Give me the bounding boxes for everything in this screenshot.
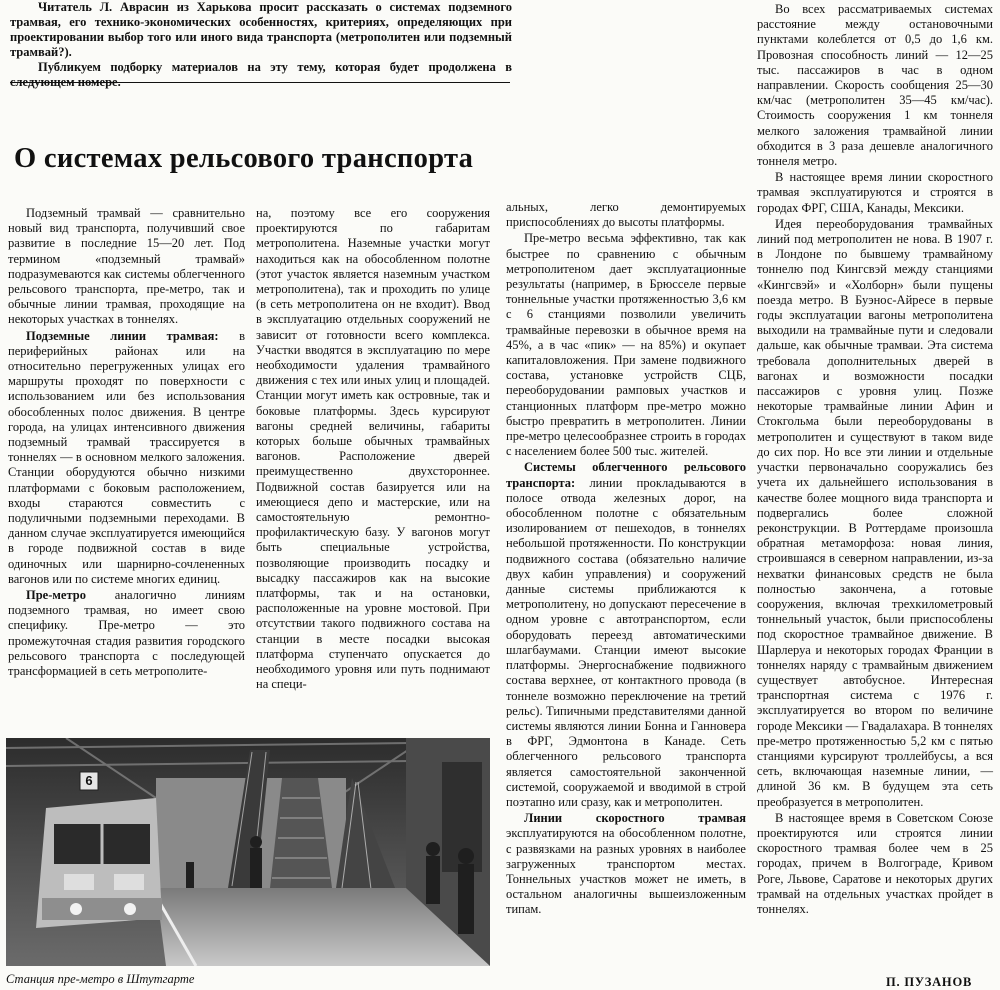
paragraph [8,329,245,587]
editorial-note-paragraph: Читатель Л. Аврасин из Харькова просит рассказать о системах подземного трамвая, его технико-экономических особенностях, критериях, определяющих при проектировании выбор того или иного вида транспорта (метрополитен или подземный трамвай?). [10,0,512,59]
subheading: Подземные линии трамвая: [26,328,219,343]
subheading: Системы облегченного рельсового транспорта: [506,460,746,490]
article-title: О системах рельсового транспорта [14,143,474,174]
paragraph-text: в периферийных районах или на относительно перегруженных улицах его маршруты проходят по поверхности с использованием или без использования обособленных полос движения. В центре города, на улицах интенсивного движения подземный трамвай трассируется в тоннелях — в основном мелкого заложения. Станции оборудуются обычно низкими платформами с боковым расположением, входы стараются совместить с подуличными подземными переходами. В данном случае эксплуатируется имеющийся в городе подвижной состав в виде одиночных или шарнирно-сочлененных вагонов или по системе многих единиц. [8,328,245,586]
station-photo [6,738,490,966]
paragraph-text: эксплуатируются на обособленном полотне, с развязками на разных уровнях в наиболее загруженных транспортом местах. Тоннельных участков может не иметь, в остальном аналогичны вышеизложенным типам. [506,826,746,917]
subheading: Пре-метро [26,588,86,603]
subheading: Линии скоростного трамвая [524,811,746,826]
paragraph: В настоящее время линии скоростного трамвая эксплуатируются и строятся в городах ФРГ, США, Канады, Мексики. [757,170,993,215]
photo-caption: Станция пре-метро в Штутгарте [6,972,195,986]
article-column-4 [757,2,993,917]
platform-sign-number: 6 [85,773,93,788]
paragraph: Подземный трамвай — сравнительно новый вид транспорта, получивший свое развитие в последние 15—20 лет. Под термином «подземный трамвай» подразумеваются как системы облегченного рельсового транспорта, пре-метро, так и обычные линии трамвая, проходящие на некоторых участках в тоннелях. [8,206,245,327]
editorial-note [10,0,512,90]
paragraph-text: линии прокладываются в полосе отвода железных дорог, на обособленном полотне с обязательным изолированием от пешеходов, в тоннелях небольшой протяженности. По конструкции подвижного состава (обязательно наличие двух кабин управления) и сооружений данные системы приближаются к метрополитену, но допускают пересечение в одном уровне с автотранспортом, если оборудовать переезд автоматическими шлагбаумами. Станции имеют высокие платформы. Энергоснабжение подвижного состава верхнее, от контактного провода (в тоннеле возможно переключение на третий рельс). Типичными представителями данной системы являются линии Бонна и Ганновера в ФРГ, Эдмонтона в Канаде. Сеть облегченного рельсового транспорта является самостоятельной законченной системой, сооружаемой и вводимой в строй поэтапно или сразу, как и метрополитен. [506,475,746,809]
section-divider [10,82,510,83]
paragraph: Идея переоборудования трамвайных линий под метрополитен не нова. В 1907 г. в Лондоне по бывшему трамвайному тоннелю под Кингсвэй между станциями «Кингсвэй» и «Холборн» были пущены поезда метро. В Буэнос-Айресе в первые годы эксплуатации вагоны метрополитена выходили на трамвайные пути и следовали дальше, как обычные трамваи. Эта система требовала дополнительных дверей в вагонах и возможности посадки пассажиров с уровня улиц. Позже некоторые трамвайные линии Афин и Стокгольма были переоборудованы в метрополитен и существуют в таком виде до сих пор. Но все эти линии и отдельные участки первоначально сооружались без учета их дальнейшего использования в качестве более мощного вида транспорта и подвергались более сложной реконструкции. В Роттердаме произошла обратная метаморфоза: новая линия, строившаяся в северном направлении, из-за нехватки финансовых средств не была полностью закончена, а готовые сооружения, включая трехкилометровый тоннельный участок, были приспособлены под скоростное трамвайное движение. В Шарлеруа и некоторых городах Франции в тоннелях наряду с трамвайным движением существует автобусное. Интересная транспортная система с 1976 г. эксплуатируется во втором по величине городе Мексики — Гвадалахара. В тоннелях пре-метро протяженностью 5,2 км с пятью станциями курсируют троллейбусы, а вся сеть, включающая наземные линии, — длиной 36 км. В будущем эта сеть преобразуется в метрополитен. [757,216,993,809]
paragraph-text: аналогично линиям подземного трамвая, но имеет свою специфику. Пре-метро — это промежуточная стадия развития городского рельсового транспорта с последующей трансформацией в сеть метрополите- [8,588,245,679]
article-column-3 [506,200,746,918]
paragraph [506,460,746,810]
paragraph: альных, легко демонтируемых приспособлениях до высоты платформы. [506,200,746,230]
paragraph: на, поэтому все его сооружения проектируются по габаритам метрополитена. Наземные участки могут находиться как на обособленном полотне (этот участок является наземным участком метрополитена), так и проходить по улице (в сеть метрополитена он не входит). Ввод в эксплуатацию отдельных сооружений не зависит от готовности всего комплекса. Участки вводятся в эксплуатацию по мере необходимости удаления трамвайного движения с тех или иных улиц и площадей. Станции могут иметь как островные, так и боковые платформы. Здесь курсируют вагоны средней величины, габариты которых больше обычных трамвайных вагонов. Расположение дверей преимущественно двухстороннее. Подвижной состав базируется или на имеющиеся депо и мастерские, или на самостоятельную ремонтно-профилактическую базу. У вагонов могут быть специальные устройства, позволяющие производить посадку и высадку пассажиров как на высокие платформы, так и на остановки, расположенные на уровне мостовой. При отсутствии такого подвижного состава на станции в месте посадки высокая платформа ступенчато опускается до необходимого уровня или путь поднимают на специ- [256,206,490,692]
author-signature: П. ПУЗАНОВ [886,975,973,989]
paragraph [8,588,245,679]
paragraph [506,811,746,917]
station-photo-illustration [6,738,490,966]
paragraph: Во всех рассматриваемых системах расстояние между остановочными пунктами колеблется от 0,5 до 1,6 км. Провозная способность линий — 12—25 тыс. пассажиров в час в одном направлении. Скорость сообщения 25—30 км/час (метрополитен 35—45 км/час). Стоимость сооружения 1 км тоннеля мелкого заложения трамвайной линии обходится в 3 раза дешевле аналогичного тоннеля метро. [757,2,993,169]
article-column-1 [8,206,245,679]
paragraph: Пре-метро весьма эффективно, так как быстрее по сравнению с обычным метрополитеном дает эксплуатационные результаты (например, в Брюсселе первые тоннельные участки протяженностью 3,6 км с 6 станциями позволили увеличить трамвайные перевозки в обычное время на 45%, а в час «пик» — на 85%) и окупает капиталовложения. При замене подвижного состава, установке устройств СЦБ, переоборудовании рамповых участков и станционных платформ пре-метро можно быстро превратить в метрополитен. Линии пре-метро целесообразнее строить в городах с населением более 500 тыс. жителей. [506,231,746,459]
article-column-2 [256,206,490,693]
paragraph: В настоящее время в Советском Союзе проектируются или строятся линии скоростного трамвая более чем в 25 городах, причем в Волгограде, Кривом Роге, Львове, Саратове и некоторых других трамвай на отдельных участках пройдет в тоннелях. [757,810,993,916]
editorial-note-paragraph: Публикуем подборку материалов на эту тему, которая будет продолжена в следующем номере. [10,60,512,89]
